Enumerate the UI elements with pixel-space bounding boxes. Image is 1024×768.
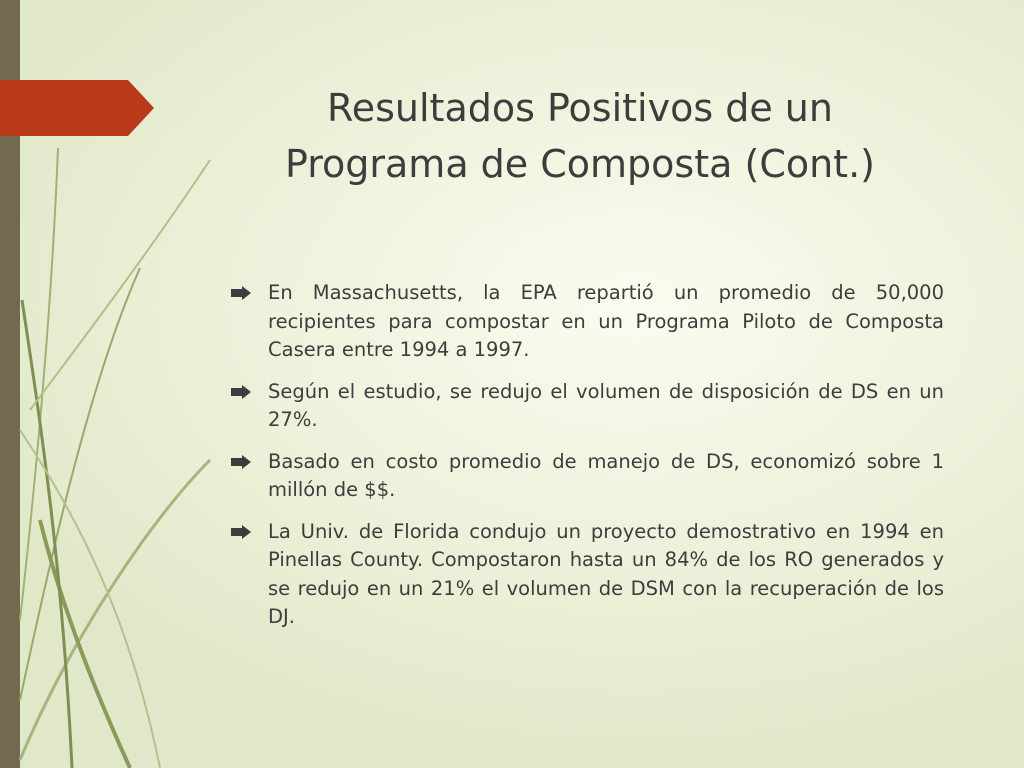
arrow-bullet-icon [231, 286, 251, 300]
bullet-text: Según el estudio, se redujo el volumen de disposición de DS en un 27%. [268, 379, 944, 431]
bullet-text: En Massachusetts, la EPA repartió un promedio de 50,000 recipientes para compostar en un Programa Piloto de Composta Casera entre 1994 a 1997. [268, 281, 944, 361]
bullet-item [228, 518, 944, 632]
slide-title-line-2: Programa de Composta (Cont.) [284, 142, 875, 186]
bullet-text: Basado en costo promedio de manejo de DS, economizó sobre 1 millón de $$. [268, 449, 944, 501]
arrow-bullet-icon [231, 385, 251, 399]
bullet-text: La Univ. de Florida condujo un proyecto demostrativo en 1994 en Pinellas County. Compostaron hasta un 84% de los RO generados y se redujo en un 21% el volumen de DSM con la recuperación de los DJ. [268, 519, 944, 628]
bullet-item [228, 279, 944, 365]
bullet-list [228, 279, 944, 645]
arrow-bullet-icon [231, 525, 251, 539]
bullet-item [228, 448, 944, 505]
title-accent-arrow [0, 80, 154, 136]
bullet-item [228, 378, 944, 435]
slide-title [200, 80, 960, 192]
arrow-bullet-icon [231, 455, 251, 469]
slide-title-line-1: Resultados Positivos de un [327, 86, 833, 130]
